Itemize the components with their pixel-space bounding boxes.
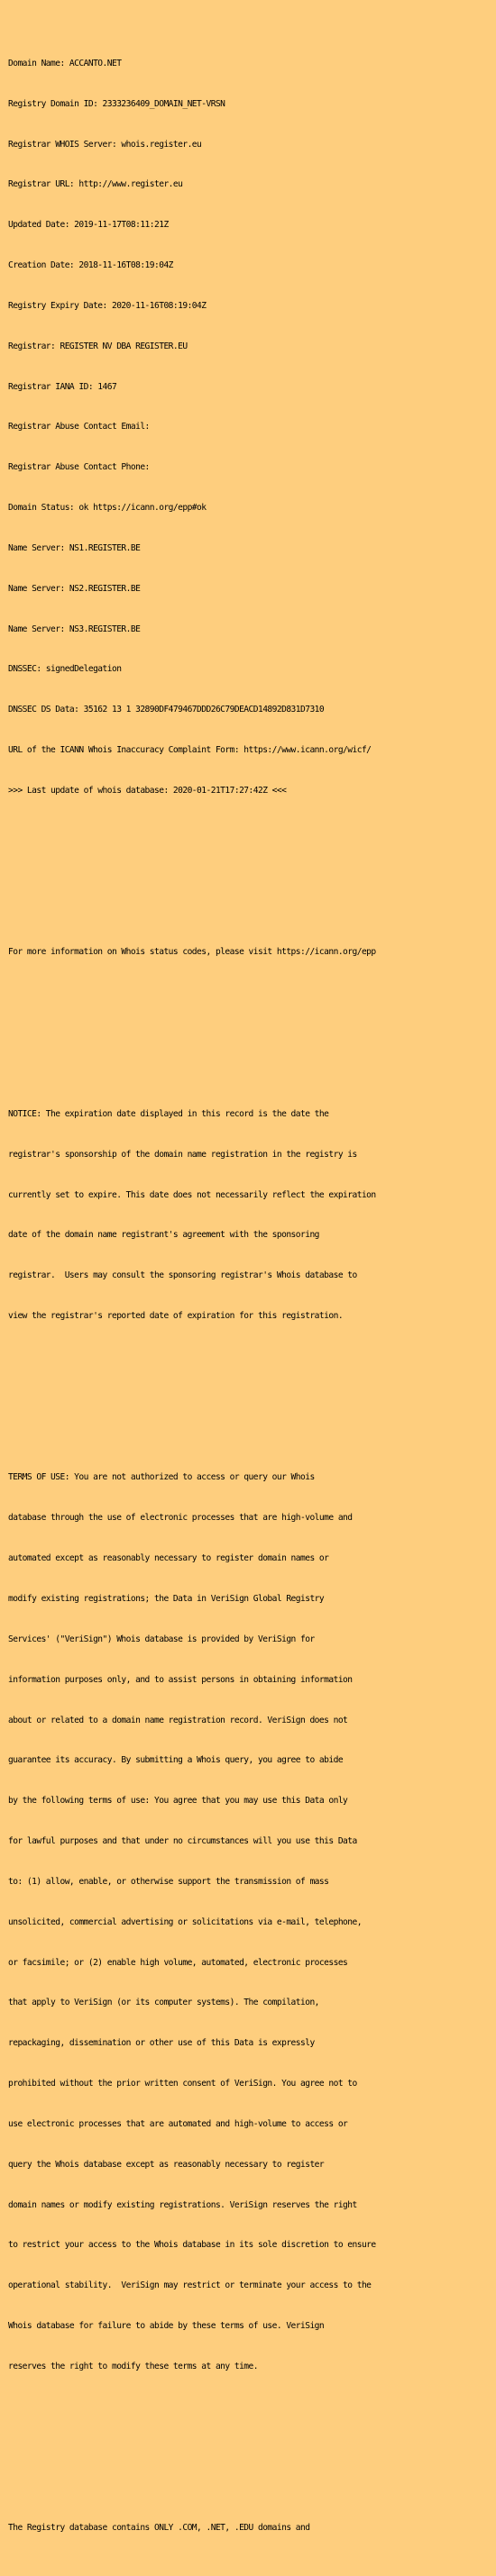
status-info-line: For more information on Whois status codes, please visit https://icann.org/epp <box>8 947 376 958</box>
terms-line: guarantee its accuracy. By submitting a Whois query, you agree to abide <box>8 1755 344 1766</box>
notice-line: currently set to expire. This date does not necessarily reflect the expiration <box>8 1189 376 1200</box>
notice-line: registrar. Users may consult the sponsoring registrar's Whois database to <box>8 1270 357 1281</box>
terms-line: use electronic processes that are automated and high-volume to access or <box>8 2118 348 2129</box>
terms-line: unsolicited, commercial advertising or solicitations via e-mail, telephone, <box>8 1916 362 1927</box>
spacer <box>8 1391 491 1405</box>
spacer <box>8 2442 491 2455</box>
record-icann-complaint-url: URL of the ICANN Whois Inaccuracy Complaint Form: https://www.icann.org/wicf/ <box>8 745 372 756</box>
terms-line: by the following terms of use: You agree that you may use this Data only <box>8 1796 348 1807</box>
spacer <box>8 866 491 879</box>
terms-line: TERMS OF USE: You are not authorized to access or query our Whois <box>8 1472 315 1483</box>
whois-records <box>8 31 491 825</box>
record-domain-status: Domain Status: ok https://icann.org/epp#ok <box>8 503 207 514</box>
notice-line: date of the domain name registrant's agreement with the sponsoring <box>8 1230 319 1241</box>
record-dnssec: DNSSEC: signedDelegation <box>8 664 122 675</box>
record-abuse-phone: Registrar Abuse Contact Phone: <box>8 462 150 473</box>
terms-line: reserves the right to modify these terms at any time. <box>8 2362 258 2371</box>
terms-line: repackaging, dissemination or other use of this Data is expressly <box>8 2038 315 2049</box>
record-last-update: >>> Last update of whois database: 2020-01-21T17:27:42Z <<< <box>8 786 287 796</box>
terms-line: operational stability. VeriSign may restrict or terminate your access to the <box>8 2280 372 2291</box>
notice-line: NOTICE: The expiration date displayed in this record is the date the <box>8 1108 329 1119</box>
terms-line: prohibited without the prior written consent of VeriSign. You agree not to <box>8 2079 357 2089</box>
record-dnssec-ds-data: DNSSEC DS Data: 35162 13 1 32890DF479467DDD26C79DEACD14892D831D7310 <box>8 705 325 715</box>
footer-paragraph <box>8 2496 491 2563</box>
terms-line: or facsimile; or (2) enable high volume, automated, electronic processes <box>8 1957 348 1968</box>
terms-line: automated except as reasonably necessary to register domain names or <box>8 1553 329 1564</box>
record-name-server-3: Name Server: NS3.REGISTER.BE <box>8 624 141 634</box>
terms-line: about or related to a domain name registration record. VeriSign does not <box>8 1715 348 1725</box>
record-registry-expiry-date: Registry Expiry Date: 2020-11-16T08:19:04Z <box>8 300 207 311</box>
footer-line: The Registry database contains ONLY .COM, .NET, .EDU domains and <box>8 2523 310 2534</box>
terms-line: that apply to VeriSign (or its computer systems). The compilation, <box>8 1998 319 2008</box>
notice-line: view the registrar's reported date of expiration for this registration. <box>8 1311 344 1322</box>
notice-paragraph <box>8 1081 491 1351</box>
terms-line: domain names or modify existing registrations. VeriSign reserves the right <box>8 2199 357 2210</box>
terms-line: to restrict your access to the Whois database in its sole discretion to ensure <box>8 2240 376 2251</box>
record-registrar: Registrar: REGISTER NV DBA REGISTER.EU <box>8 341 188 351</box>
notice-line: registrar's sponsorship of the domain name registration in the registry is <box>8 1149 357 1160</box>
record-registry-domain-id: Registry Domain ID: 2333236409_DOMAIN_NET-VRSN <box>8 98 225 109</box>
terms-line: Whois database for failure to abide by these terms of use. VeriSign <box>8 2321 325 2332</box>
record-registrar-iana-id: Registrar IANA ID: 1467 <box>8 381 117 392</box>
terms-line: information purposes only, and to assist persons in obtaining information <box>8 1674 353 1685</box>
record-registrar-url: Registrar URL: http://www.register.eu <box>8 179 183 190</box>
record-name-server-2: Name Server: NS2.REGISTER.BE <box>8 583 141 594</box>
terms-line: database through the use of electronic processes that are high-volume and <box>8 1513 353 1524</box>
record-updated-date: Updated Date: 2019-11-17T08:11:21Z <box>8 220 169 231</box>
terms-line: query the Whois database except as reasonably necessary to register <box>8 2159 325 2170</box>
record-name-server-1: Name Server: NS1.REGISTER.BE <box>8 542 141 553</box>
terms-line: for lawful purposes and that under no circumstances will you use this Data <box>8 1836 357 1847</box>
whois-output <box>8 4 491 2576</box>
record-domain-name: Domain Name: ACCANTO.NET <box>8 58 122 68</box>
record-registrar-whois-server: Registrar WHOIS Server: whois.register.eu <box>8 139 202 150</box>
record-creation-date: Creation Date: 2018-11-16T08:19:04Z <box>8 260 173 271</box>
status-info <box>8 920 491 988</box>
terms-line: modify existing registrations; the Data in VeriSign Global Registry <box>8 1593 325 1604</box>
terms-line: Services' ("VeriSign") Whois database is provided by VeriSign for <box>8 1634 315 1644</box>
record-abuse-email: Registrar Abuse Contact Email: <box>8 422 150 432</box>
spacer <box>8 1027 491 1041</box>
terms-line: to: (1) allow, enable, or otherwise support the transmission of mass <box>8 1876 329 1887</box>
terms-paragraph <box>8 1445 491 2401</box>
